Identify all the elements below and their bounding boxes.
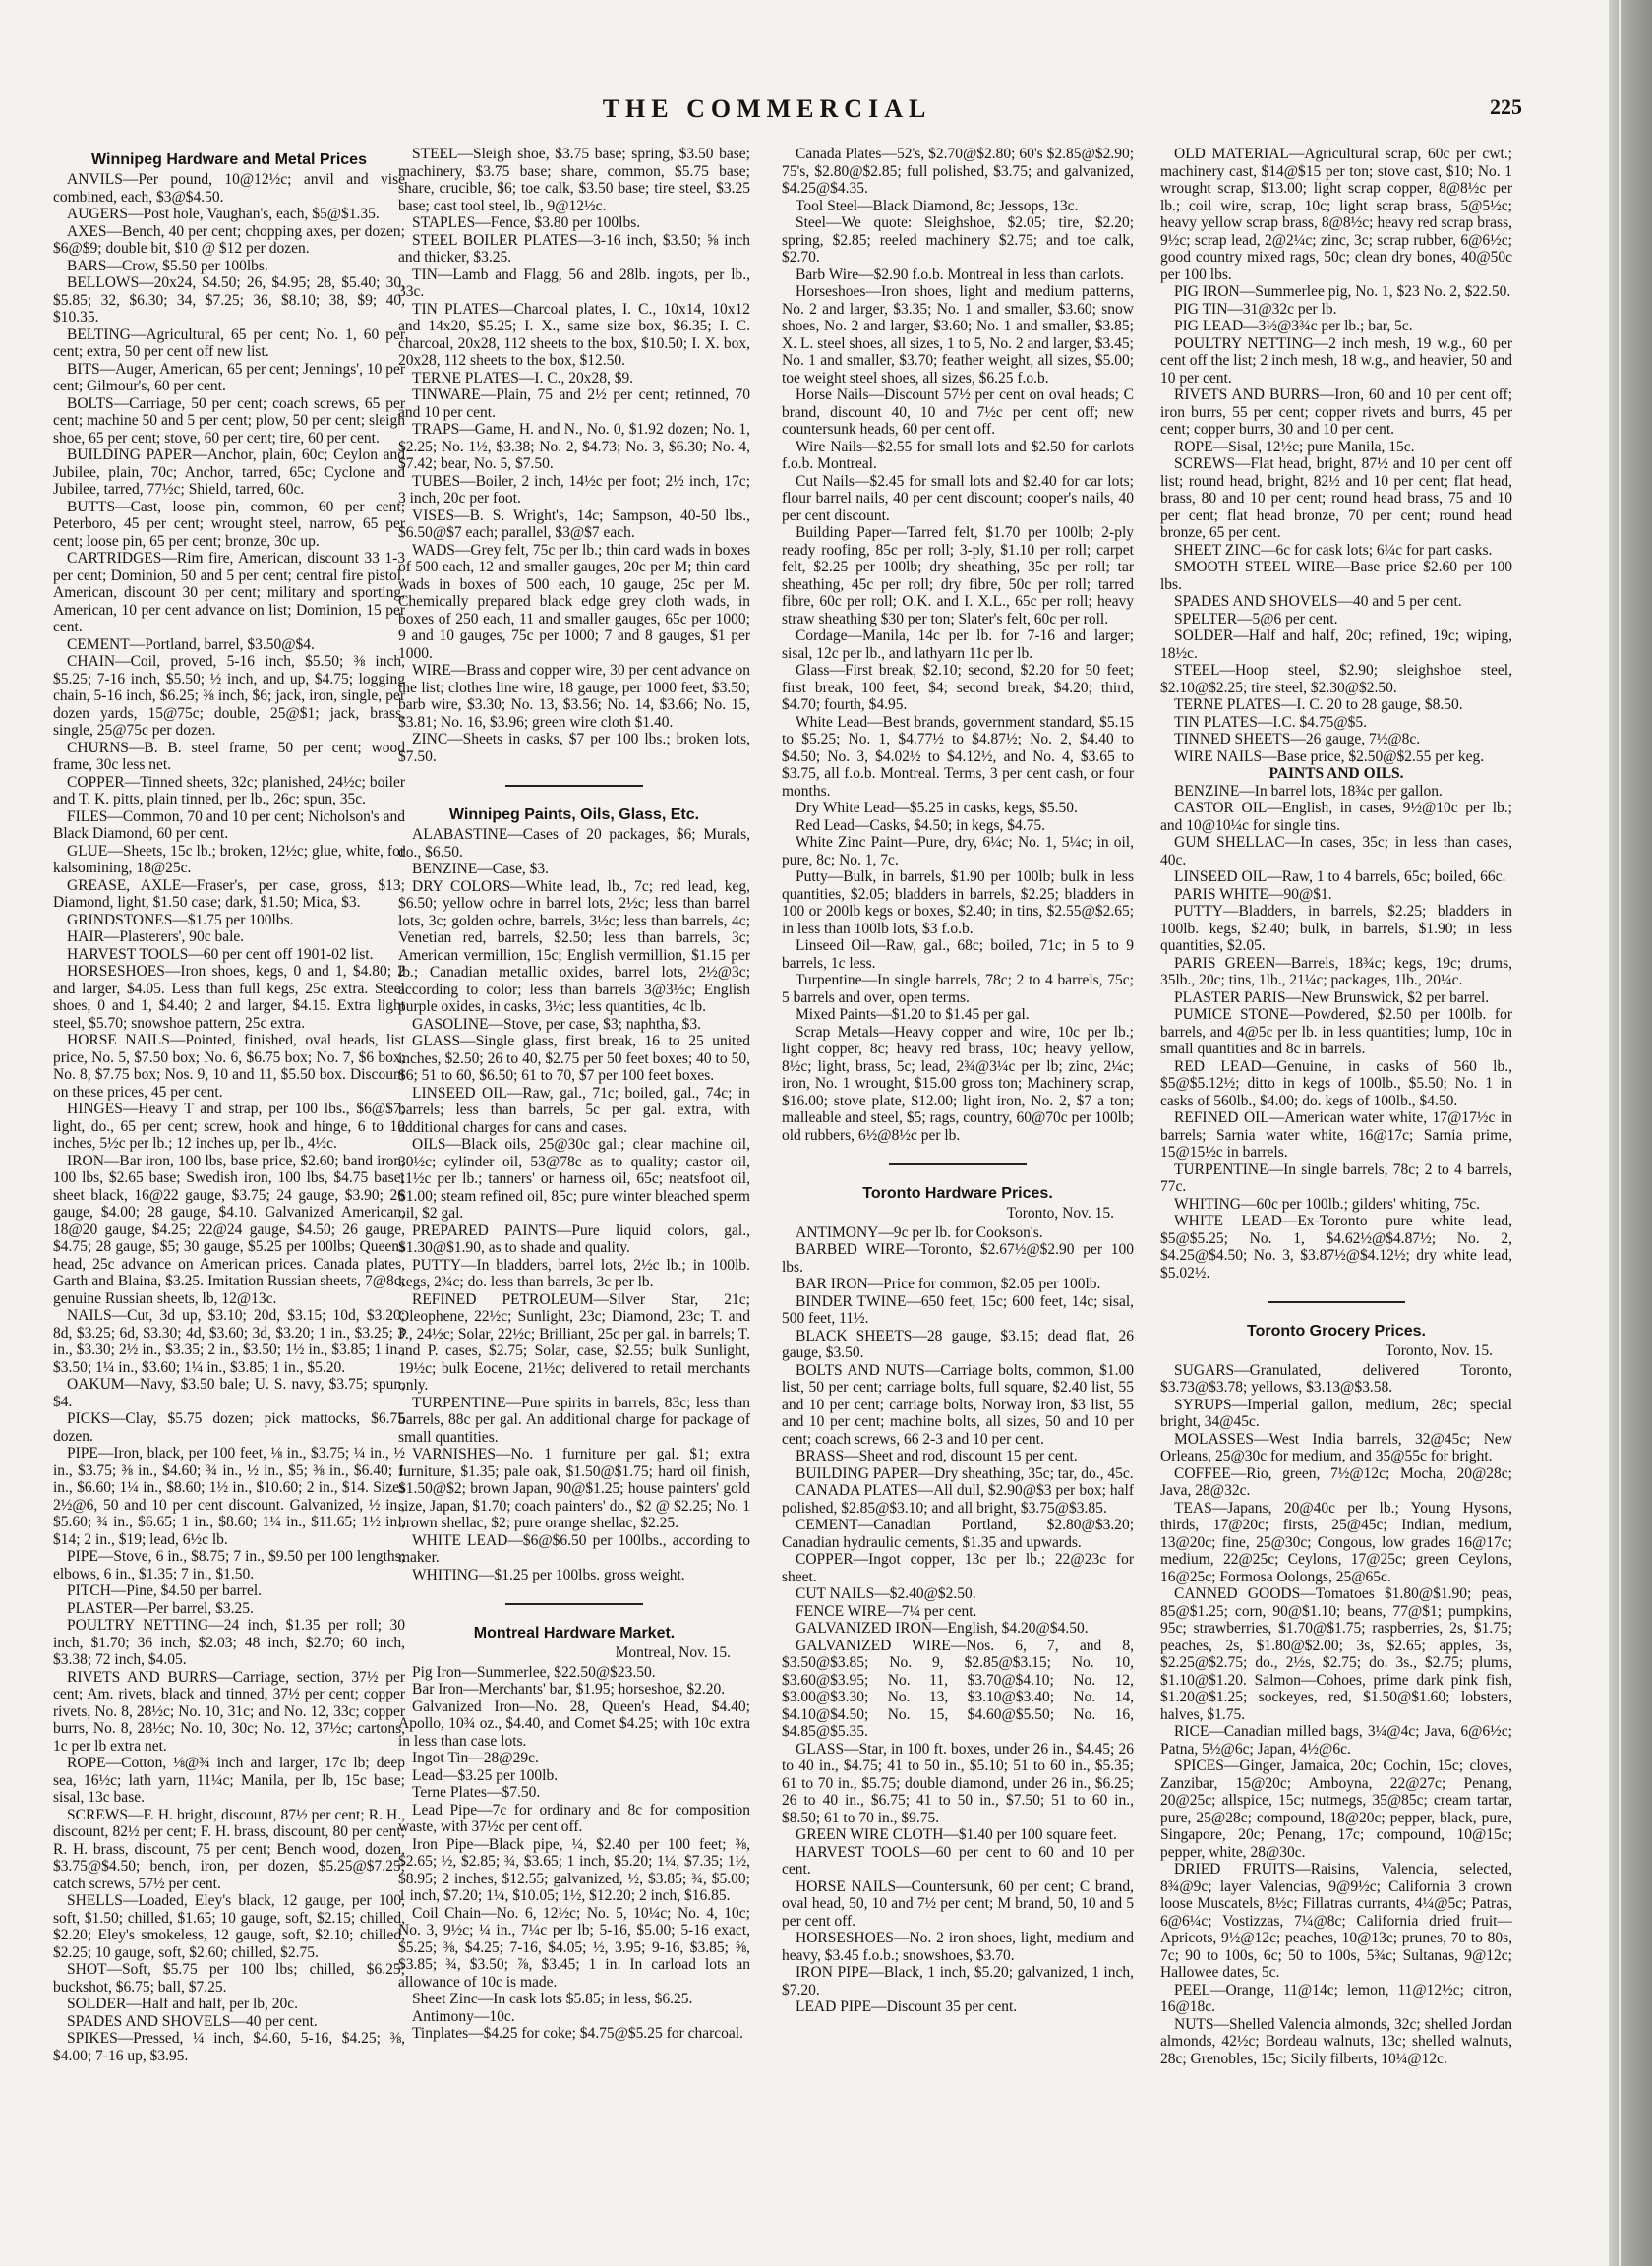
dateline: Toronto, Nov. 15. [1385,1342,1493,1360]
price-entry: Ingot Tin—28@29c. [412,1750,539,1767]
price-entry: BAR IRON—Price for common, $2.05 per 100lb. [796,1276,1101,1293]
section-divider [889,1163,1027,1165]
price-entry: Dry White Lead—$5.25 in casks, kegs, $5.50. [796,800,1078,816]
price-entry: LINSEED OIL—Raw, 1 to 4 barrels, 65c; boiled, 66c. [1174,868,1506,885]
price-entry: TURPENTINE—In single barrels, 78c; 2 to 4 barrels, 77c. [1160,1161,1512,1195]
price-entry: TERNE PLATES—I. C., 20x28, $9. [412,369,634,387]
toronto-hardware-list [782,1224,1134,2016]
price-entry: White Lead—Best brands, government standard, $5.15 to $5.25; No. 1, $4.77½ to $4.87½; No. 2, $4.40 to $4.50; No. 3, $4.02½ to $4.12½, and No. 4, $3.65 to $3.75, all f.o.b. Montreal. Terms, 3 per cent cash, or four months. [782,713,1134,800]
price-entry: BUTTS—Cast, loose pin, common, 60 per cent; Peterboro, 45 per cent; wrought steel, narrow, 65 per cent; loose pin, 65 per cent; bronze, 30c up. [53,498,405,550]
price-entry: SHOT—Soft, $5.75 per 100 lbs; chilled, $6.25; buckshot, $6.75; ball, $7.25. [53,1961,405,1996]
book-binding-edge [1609,0,1652,2266]
montreal-hardware-list [398,1664,750,2043]
price-entry: PICKS—Clay, $5.75 dozen; pick mattocks, $6.75 dozen. [53,1410,405,1445]
page-number: 225 [1490,94,1522,119]
winnipeg-hardware-list [53,171,405,2064]
price-entry: Mixed Paints—$1.20 to $1.45 per gal. [796,1006,1030,1023]
price-entry: Lead—$3.25 per 100lb. [412,1766,559,1784]
price-entry: WHITE LEAD—Ex-Toronto pure white lead, $5@$5.25; No. 1, $4.62½@$4.87½; No. 2, $4.25@$4.50; No. 3, $3.87½@$4.12½; dry white lead, $5.02½. [1160,1213,1512,1282]
price-entry: TIN PLATES—Charcoal plates, I. C., 10x14, 10x12 and 14x20, $5.25; I. X., same size box, $6.35; I. C. charcoal, 20x28, 112 sheets to the box, $10.50; I. X. box, 20x28, 112 sheets to the box, $12.50. [398,300,750,369]
price-entry: PLASTER PARIS—New Brunswick, $2 per barrel. [1174,988,1490,1006]
price-entry: Antimony—10c. [412,2007,515,2025]
price-entry: IRON—Bar iron, 100 lbs, base price, $2.60; band iron, 100 lbs, $2.65 base; Swedish iron, 100 lbs, $4.75 base; sheet black, 16@22 gauge, $3.75; 24 gauge, $3.90; 26 gauge, $4.00; 28 gauge, $4.10. Galvanized American, 18@20 gauge, $4.25; 22@24 gauge, $4.50; 26 gauge, $4.75; 28 gauge, $5; 30 gauge, $5.25 per 100lbs; Queens head, 25c advance on American prices. Canada plates, Garth and Blaina, $3.25. Imitation Russian sheets, 7@8c; genuine Russian sheets, lb, 12@13c. [53,1152,405,1307]
price-entry: Terne Plates—$7.50. [412,1784,541,1802]
price-entry: SPICES—Ginger, Jamaica, 20c; Cochin, 15c; cloves, Zanzibar, 15@20c; Amboyna, 22@27c; Penang, 20@25c; allspice, 15c; nutmegs, 35@85c; cream tartar, pure, 25@28c; compound, 18@20c; pepper, black, pure, Singapore, 20c; Penang, 17c; compound, 10@15c; pepper, white, 28@30c. [1160,1758,1512,1861]
price-entry: Tinplates—$4.25 for coke; $4.75@$5.25 for charcoal. [412,2025,743,2043]
price-entry: Linseed Oil—Raw, gal., 68c; boiled, 71c; in 5 to 9 barrels, 1c less. [782,937,1134,972]
price-entry: PIPE—Iron, black, per 100 feet, ⅛ in., $3.75; ¼ in., ½ in., $3.75; ⅜ in., $4.60; ¾ in., ½ in., $5; ⅜ in., $6.40; 1 in., $6.60; 1¼ in., $8.60; 1½ in., $10.60; 2 in., $14. Sizes 2½@6, 50 and 10 per cent discount. Galvanized, ½ in., $5.60; ¾ in., $6.65; 1 in., $8.60; 1¼ in., $11.65; 1½ in., $14; 2 in., $19; lead, 6½c lb. [53,1445,405,1548]
price-entry: TIN PLATES—I.C. $4.75@$5. [1174,713,1367,731]
subhead-paints-and-oils: PAINTS AND OILS. [1268,765,1404,782]
price-entry: PIG IRON—Summerlee pig, No. 1, $23 No. 2, $22.50. [1174,283,1511,300]
price-entry: DRY COLORS—White lead, lb., 7c; red lead, keg, $6.50; yellow ochre in barrel lots, 2½c; less than barrel lots, 3c; golden ochre, barrels, 3½c; less than barrels, 4c; Venetian red, barrels, $2.50; less than barrels, 3c; American vermillion, 15c; English vermillion, $1.15 per lb.; Canadian metallic oxides, barrel lots, 2½@3c; according to color; less than barrels 3@3½c; English purple oxides, in casks, 3½c; less quantities, 4c lb. [398,877,750,1016]
price-entry: AXES—Bench, 40 per cent; chopping axes, per dozen; $6@$9; double bit, $10 @ $12 per dozen. [53,222,405,258]
price-entry: CEMENT—Canadian Portland, $2.80@$3.20; Canadian hydraulic cements, $1.35 and upwards. [782,1517,1134,1551]
price-entry: GLASS—Star, in 100 ft. boxes, under 26 in., $4.45; 26 to 40 in., $4.75; 41 to 50 in., $5.10; 51 to 60 in., $5.35; 61 to 70 in., $5.75; double diamond, under 26 in., $6.25; 26 to 40 in., $6.75; 41 to 50 in., $7.50; 51 to 60 in., $8.50; 61 to 70 in., $9.75. [782,1740,1134,1826]
price-entry: RED LEAD—Genuine, in casks of 560 lb., $5@$5.12½; ditto in kegs of 100lb., $5.50; No. 1 in casks of 560lb., $4.00; do. kegs of 100lb., $4.50. [1160,1057,1512,1109]
price-entry: REFINED PETROLEUM—Silver Star, 21c; Oleophene, 22½c; Sunlight, 23c; Diamond, 23c; T. and P., 24½c; Solar, 22½c; Brilliant, 25c per gal. in barrels; T. and P. cases, $2.75; Solar, case, $2.55; bulk Sunlight, 19½c; bulk Eocene, 21½c; delivered to retail merchants only. [398,1290,750,1395]
section-title-montreal-hardware: Montreal Hardware Market. [473,1625,676,1642]
price-entry: WHITING—$1.25 per 100lbs. gross weight. [412,1566,685,1583]
price-entry: STEEL—Hoop steel, $2.90; sleighshoe steel, $2.10@$2.25; tire steel, $2.30@$2.50. [1160,662,1512,696]
price-entry: Wire Nails—$2.55 for small lots and $2.50 for carlots f.o.b. Montreal. [782,438,1134,472]
price-entry: STEEL BOILER PLATES—3-16 inch, $3.50; ⅝ inch and thicker, $3.25. [398,231,750,266]
price-entry: PUMICE STONE—Powdered, $2.50 per 100lb. for barrels, and 4@5c per lb. in less quantities; lump, 10c in small quantities and 8c in barrels. [1160,1006,1512,1057]
price-entry: GREASE, AXLE—Fraser's, per case, gross, $13; Diamond, light, $1.50 case; dark, $1.50; Mica, $3. [53,876,405,912]
price-entry: POULTRY NETTING—2 inch mesh, 19 w.g., 60 per cent off the list; 2 inch mesh, 18 w.g., and heavier, 50 and 10 per cent. [1160,334,1512,387]
price-entry: GREEN WIRE CLOTH—$1.40 per 100 square feet. [796,1826,1117,1844]
price-entry: HORSE NAILS—Pointed, finished, oval heads, list price, No. 5, $7.50 box; No. 6, $6.75 box; No. 7, $6 box; No. 8, $7.75 box; Nos. 9, 10 and 11, $5.50 box. Discount on these prices, 45 per cent. [53,1032,405,1101]
price-entry: PEEL—Orange, 11@14c; lemon, 11@12½c; citron, 16@18c. [1160,1981,1512,2016]
price-entry: GALVANIZED IRON—English, $4.20@$4.50. [796,1620,1089,1638]
price-entry: LINSEED OIL—Raw, gal., 71c; boiled, gal., 74c; in barrels; less than barrels, 5c per gal. extra, with additional charges for cans and cases. [398,1084,750,1136]
price-entry: GALVANIZED WIRE—Nos. 6, 7, and 8, $3.50@$3.85; No. 9, $2.85@$3.15; No. 10, $3.60@$3.95; No. 11, $3.70@$4.10; No. 12, $3.00@$3.30; No. 13, $3.10@$3.40; No. 14, $4.10@$4.50; No. 15, $4.60@$5.50; No. 16, $4.85@$5.35. [782,1637,1134,1741]
price-entry: WHITING—60c per 100lb.; gilders' whiting, 75c. [1174,1195,1481,1213]
price-entry: Coil Chain—No. 6, 12½c; No. 5, 10¼c; No. 4, 10c; No. 3, 9½c; ¼ in., 7¼c per lb; 5-16, $5.00; 5-16 exact, $5.25; ⅜, $4.25; 7-16, $4.05; ½, 3.95; 9-16, $3.85; ⅝, $3.85; ¾, $3.50; ⅞, $3.45; 1 in. In carload lots an allowance of 10c is made. [398,1904,750,1991]
price-entry: POULTRY NETTING—24 inch, $1.35 per roll; 30 inch, $1.70; 36 inch, $2.03; 48 inch, $2.70; 60 inch, $3.38; 72 inch, $4.05. [53,1617,405,1669]
price-entry: IRON PIPE—Black, 1 inch, $5.20; galvanized, 1 inch, $7.20. [782,1964,1134,1998]
price-entry: CANADA PLATES—All dull, $2.90@$3 per box; half polished, $2.85@$3.10; and all bright, $3.75@$3.85. [782,1482,1134,1517]
price-entry: RICE—Canadian milled bags, 3¼@4c; Java, 6@6½c; Patna, 5½@6c; Japan, 4½@6c. [1160,1723,1512,1758]
price-entry: GLASS—Single glass, first break, 16 to 25 united inches, $2.50; 26 to 40, $2.75 per 50 feet boxes; 40 to 50, $6; 51 to 60, $6.50; 61 to 70, $7 per 100 feet boxes. [398,1033,750,1085]
price-entry: AUGERS—Post hole, Vaughan's, each, $5@$1.35. [67,206,380,223]
price-entry: GASOLINE—Stove, per case, $3; naphtha, $3. [412,1015,702,1033]
price-entry: HAIR—Plasterers', 90c bale. [67,928,245,946]
price-entry: CHURNS—B. B. steel frame, 50 per cent; wood frame, 30c less net. [53,739,405,774]
price-entry: OILS—Black oils, 25@30c gal.; clear machine oil, 30½c; cylinder oil, 53@78c as to quality; castor oil, 11½c per lb.; tanners' or harness oil, 65c; neatsfoot oil, $1.00; steam refined oil, 85c; pure winter bleached sperm oil, $2 gal. [398,1136,750,1222]
price-entry: HINGES—Heavy T and strap, per 100 lbs., $6@$7; light, do., 65 per cent; screw, hook and hinge, 6 to 10 inches, 5½c per lb.; 12 inches up, per lb., 4½c. [53,1101,405,1153]
price-entry: SHELLS—Loaded, Eley's black, 12 gauge, per 100, soft, $1.50; chilled, $1.65; 10 gauge, soft, $2.15; chilled, $2.20; Eley's smokeless, 12 gauge, soft, $2.10; chilled, $2.25; 10 gauge, soft, $2.60; chilled, $2.75. [53,1892,405,1961]
section-title-winnipeg-paints: Winnipeg Paints, Oils, Glass, Etc. [448,806,700,823]
price-entry: STAPLES—Fence, $3.80 per 100lbs. [412,214,641,231]
price-entry: Tool Steel—Black Diamond, 8c; Jessops, 13c. [796,197,1079,214]
price-entry: BARBED WIRE—Toronto, $2.67½@$2.90 per 100 lbs. [782,1241,1134,1276]
price-entry: NUTS—Shelled Valencia almonds, 32c; shelled Jordan almonds, 42½c; Bordeau walnuts, 13c; shelled walnuts, 28c; Grenobles, 15c; Sicily filberts, 10¼@12c. [1160,2015,1512,2067]
price-entry: SPADES AND SHOVELS—40 and 5 per cent. [1174,593,1462,610]
price-entry: TEAS—Japans, 20@40c per lb.; Young Hysons, thirds, 17@20c; firsts, 25@45c; Indian, medium, 13@20c; fine, 25@30c; Congous, low grades 16@17c; medium, 22@25c; Ceylons, 17@25c; green Ceylons, 16@25c; Formosa Oolongs, 25@65c. [1160,1499,1512,1585]
price-entry: GRINDSTONES—$1.75 per 100lbs. [67,911,294,928]
price-entry: Scrap Metals—Heavy copper and wire, 10c per lb.; light copper, 8c; heavy red brass, 10c; heavy yellow, 8½c; light, brass, 5c; lead, 2¾@3¼c per lb; zinc, 2¼c; iron, No. 1 wrought, $15.00 gross ton; Machinery scrap, $16.00; stove plate, $12.00; light iron, No. 2, $7 a ton; malleable and steel, $5; rags, country, 60@70c per 100lb; old rubbers, 6½@8½c per lb. [782,1023,1134,1144]
price-entry: TINWARE—Plain, 75 and 2½ per cent; retinned, 70 and 10 per cent. [398,387,750,421]
price-entry: BUILDING PAPER—Anchor, plain, 60c; Ceylon and Jubilee, plain, 70c; Anchor, tarred, 65c; Cyclone and Jubilee, tarred, 77½c; Shield, tarred, 60c. [53,447,405,499]
price-entry: Lead Pipe—7c for ordinary and 8c for composition waste, with 37½c per cent off. [398,1801,750,1836]
montreal-hardware-continued [782,146,1134,1144]
price-entry: MOLASSES—West India barrels, 32@45c; New Orleans, 25@30c for medium, and 35@55c for bright. [1160,1430,1512,1465]
column-3 [782,146,1134,2256]
price-entry: Cut Nails—$2.45 for small lots and $2.40 for car lots; flour barrel nails, 40 per cent discount; cooper's nails, 40 per cent discount. [782,472,1134,524]
price-entry: BELLOWS—20x24, $4.50; 26, $4.95; 28, $5.40; 30, $5.85; 32, $6.30; 34, $7.25; 36, $8.10; 38, $9; 40, $10.35. [53,274,405,327]
price-entry: WIRE NAILS—Base price, $2.50@$2.55 per keg. [1174,747,1485,765]
price-entry: SCREWS—F. H. bright, discount, 87½ per cent; R. H., discount, 82½ per cent; F. H. brass, discount, 80 per cent; R. H. brass, discount, 75 per cent; Bench wood, dozen, $3.75@$4.50; bench, iron, per dozen, $5.25@$7.25; catch screws, 57½ per cent. [53,1806,405,1892]
price-entry: COPPER—Ingot copper, 13c per lb.; 22@23c for sheet. [782,1551,1134,1585]
price-entry: FILES—Common, 70 and 10 per cent; Nicholson's and Black Diamond, 60 per cent. [53,807,405,843]
dateline: Toronto, Nov. 15. [1006,1205,1114,1222]
price-entry: TUBES—Boiler, 2 inch, 14½c per foot; 2½ inch, 17c; 3 inch, 20c per foot. [398,472,750,507]
price-entry: SMOOTH STEEL WIRE—Base price $2.60 per 100 lbs. [1160,559,1512,593]
price-entry: ALABASTINE—Cases of 20 packages, $6; Murals, do., $6.50. [398,826,750,861]
dateline: Montreal, Nov. 15. [615,1644,731,1662]
winnipeg-paints-list [398,826,750,1583]
price-entry: REFINED OIL—American water white, 17@17½c in barrels; Sarnia water white, 16@17c; Sarnia prime, 15@15½c in barrels. [1160,1109,1512,1161]
price-entry: FENCE WIRE—7¼ per cent. [796,1602,977,1620]
column-1 [53,146,405,2256]
price-entry: CANNED GOODS—Tomatoes $1.80@$1.90; peas, 85@$1.25; corn, 90@$1.10; beans, 77@$1; pumpkins, 95c; strawberries, $1.70@$1.75; raspberries, 2s, $1.75; peaches, 2s, $1.80@$2.00; 3s, $2.65; apples, 3s, $2.25@$2.75; do., 2½s, $2.75; do. 3s., $2.75; plums, $1.10@$1.20. Salmon—Cohoes, prime dark pink fish, $1.20@$1.25; sockeyes, red, $1.50@$1.60; lobsters, halves, $1.75. [1160,1585,1512,1723]
price-entry: Galvanized Iron—No. 28, Queen's Head, $4.40; Apollo, 10¾ oz., $4.40, and Comet $4.25; with 10c extra in less than case lots. [398,1698,750,1750]
price-entry: HORSESHOES—No. 2 iron shoes, light, medium and heavy, $3.45 f.o.b.; snowshoes, $3.70. [782,1930,1134,1964]
price-entry: OLD MATERIAL—Agricultural scrap, 60c per cwt.; machinery cast, $14@$15 per ton; stove cast, $10; No. 1 wrought scrap, $13.00; light scrap copper, 8@8½c per lb.; coil wire, scrap, 10c; light scrap brass, 5@5½c; heavy yellow scrap brass, 8@8½c; heavy red scrap brass, 9½c; scrap lead, 2@2¼c; zinc, 3c; scrap rubber, 6@6½c; good country mixed rags, 50c; clean dry bones, 40@50c per 100 lbs. [1160,146,1512,283]
price-entry: PLASTER—Per barrel, $3.25. [67,1599,254,1617]
price-entry: DRIED FRUITS—Raisins, Valencia, selected, 8¾@9c; layer Valencias, 9@9½c; California 3 crown loose Muscatels, 8½c; Fillatras currants, 4¼@5c; Patras, 6@6¼c; Vostizzas, 7¼@8c; California dried fruit—Apricots, 9½@12c; peaches, 10@13c; prunes, 70 to 80s, 7c; 90 to 100s, 6c; 50 to 100s, 5¾c; Sultanas, 9@12c; Hallowee dates, 5c. [1160,1861,1512,1982]
price-entry: BINDER TWINE—650 feet, 15c; 600 feet, 14c; sisal, 500 feet, 11½. [782,1292,1134,1328]
price-entry: Turpentine—In single barrels, 78c; 2 to 4 barrels, 75c; 5 barrels and over, open terms. [782,972,1134,1006]
price-entry: COPPER—Tinned sheets, 32c; planished, 24½c; boiler and T. K. pitts, plain tinned, per lb., 26c; spun, 35c. [53,773,405,808]
price-entry: PARIS WHITE—90@$1. [1174,885,1332,903]
toronto-paints-list [1160,783,1512,1282]
price-entry: BOLTS AND NUTS—Carriage bolts, common, $1.00 list, 50 per cent; carriage bolts, full square, $2.40 list, 55 and 10 per cent; carriage bolts, Norway iron, $3 list, 55 and 10 per cent; machine bolts, all sizes, 50 and 10 per cent; coach screws, 66 2-3 and 10 per cent. [782,1361,1134,1448]
price-entry: PIPE—Stove, 6 in., $8.75; 7 in., $9.50 per 100 lengths; elbows, 6 in., $1.35; 7 in., $1.50. [53,1548,405,1582]
toronto-hardware-continued [1160,146,1512,765]
price-entry: Steel—We quote: Sleighshoe, $2.05; tire, $2.20; spring, $2.85; reeled machinery $2.75; and toe calk, $2.70. [782,214,1134,266]
price-entry: TINNED SHEETS—26 gauge, 7½@8c. [1174,731,1421,747]
price-entry: SUGARS—Granulated, delivered Toronto, $3.73@$3.78; yellows, $3.13@$3.58. [1160,1361,1512,1397]
price-entry: Red Lead—Casks, $4.50; in kegs, $4.75. [796,816,1046,834]
publication-title: THE COMMERCIAL [602,94,932,123]
price-entry: Building Paper—Tarred felt, $1.70 per 100lb; 2-ply ready roofing, 85c per roll; 3-ply, $1.10 per roll; carpet felt, $2.25 per 100lb; dry sheathing, 35c per roll; tar sheathing, 45c per roll; dry fibre, 50c per roll; tarred fibre, 60c per roll; O.K. and I. X.L., 65c per roll; heavy straw sheathing $30 per ton; Slater's felt, 60c per roll. [782,524,1134,627]
price-entry: CARTRIDGES—Rim fire, American, discount 33 1-3 per cent; Dominion, 50 and 5 per cent; central fire pistol, American, discount 30 per cent; military and sporting, American, 10 per cent advance on list; Dominion, 15 per cent. [53,550,405,636]
price-entry: SPADES AND SHOVELS—40 per cent. [67,2012,318,2030]
price-entry: CUT NAILS—$2.40@$2.50. [796,1585,976,1603]
column-4 [1160,146,1512,2256]
price-entry: VISES—B. S. Wright's, 14c; Sampson, 40-50 lbs., $6.50@$7 each; parallel, $3@$7 each. [398,507,750,541]
price-entry: HARVEST TOOLS—60 per cent off 1901-02 list. [67,945,374,963]
price-entry: GUM SHELLAC—In cases, 35c; in less than cases, 40c. [1160,834,1512,868]
price-entry: SHEET ZINC—6c for cask lots; 6¼c for part casks. [1174,541,1493,559]
price-entry: NAILS—Cut, 3d up, $3.10; 20d, $3.15; 10d, $3.20; 8d, $3.25; 6d, $3.30; 4d, $3.60; 3d, $3.20; 1 in., $3.25; 3 in., $3.30; 2½ in., $3.35; 2 in., $3.50; 1½ in., $3.85; 1 in., $3.50; 1¼ in., $3.60; 1¼ in., $3.85; 1 in., $5.20. [53,1307,405,1376]
price-entry: BARS—Crow, $5.50 per 100lbs. [67,257,268,274]
price-entry: Canada Plates—52's, $2.70@$2.80; 60's $2.85@$2.90; 75's, $2.80@$2.85; full polished, $3.75; and galvanized, $4.25@$4.35. [782,146,1134,197]
price-entry: Pig Iron—Summerlee, $22.50@$23.50. [412,1663,656,1681]
price-entry: CASTOR OIL—English, in cases, 9½@10c per lb.; and 10@10¼c for single tins. [1160,800,1512,834]
price-entry: ROPE—Cotton, ⅛@¾ inch and larger, 17c lb; deep sea, 16½c; lath yarn, 11¼c; Manila, per lb, 15c base; sisal, 13c base. [53,1755,405,1807]
price-entry: ROPE—Sisal, 12½c; pure Manila, 15c. [1174,438,1415,455]
price-entry: BLACK SHEETS—28 gauge, $3.15; dead flat, 26 gauge, $3.50. [782,1327,1134,1362]
price-entry: PREPARED PAINTS—Pure liquid colors, gal., $1.30@$1.90, as to shade and quality. [398,1222,750,1257]
price-entry: VARNISHES—No. 1 furniture per gal. $1; extra furniture, $1.35; pale oak, $1.50@$1.75; hard oil finish, $1.50@$2; brown Japan, 90@$1.25; house painters' gold size, Japan, $1.70; coach painters' do., $2 @ $2.25; No. 1 brown shellac, $2; pure orange shellac, $2.25. [398,1446,750,1532]
section-title-toronto-hardware: Toronto Hardware Prices. [862,1185,1053,1202]
price-entry: RIVETS AND BURRS—Carriage, section, 37½ per cent; Am. rivets, black and tinned, 37½ per cent; copper rivets, No. 8, 28½c; No. 10, 31c; and No. 12, 33c; copper burrs, No. 8, 28½c; No. 10, 30c; No. 12, 37½c; cartons, 1c per lb extra net. [53,1668,405,1755]
price-entry: RIVETS AND BURRS—Iron, 60 and 10 per cent off; iron burrs, 55 per cent; copper rivets and burrs, 45 per cent; copper burrs, 30 and 10 per cent. [1160,387,1512,438]
price-entry: STEEL—Sleigh shoe, $3.75 base; spring, $3.50 base; machinery, $3.75 base; share, common, $5.75 base; share, crucible, $6; toe calk, $3.50 base; tire steel, $3.25 base; cast tool steel, lb., 9@12½c. [398,146,750,214]
price-entry: Cordage—Manila, 14c per lb. for 7-16 and larger; sisal, 12c per lb., and lathyarn 11c per lb. [782,627,1134,662]
price-entry: PIG TIN—31@32c per lb. [1174,300,1337,318]
price-entry: White Zinc Paint—Pure, dry, 6¼c; No. 1, 5¼c; in oil, pure, 8c; No. 1, 7c. [782,834,1134,868]
price-entry: Sheet Zinc—In cask lots $5.85; in less, $6.25. [412,1991,693,2008]
price-entry: PUTTY—Bladders, in barrels, $2.25; bladders in 100lb. kegs, $2.40; bulk, in barrels, $1.90; in less quantities, $2.05. [1160,903,1512,954]
price-entry: HARVEST TOOLS—60 per cent to 60 and 10 per cent. [782,1843,1134,1878]
price-entry: BOLTS—Carriage, 50 per cent; coach screws, 65 per cent; machine 50 and 5 per cent; plow, 50 per cent; sleigh shoe, 65 per cent; stove, 60 per cent; tire, 60 per cent. [53,394,405,447]
price-entry: Barb Wire—$2.90 f.o.b. Montreal in less than carlots. [796,266,1124,283]
price-entry: ANTIMONY—9c per lb. for Cookson's. [796,1223,1043,1241]
price-entry: Horse Nails—Discount 57½ per cent on oval heads; C brand, discount 40, 10 and 7½c per cent off; new countersunk heads, 60 per cent off. [782,387,1134,438]
price-entry: PITCH—Pine, $4.50 per barrel. [67,1582,263,1600]
price-entry: TERNE PLATES—I. C. 20 to 28 gauge, $8.50. [1174,696,1463,713]
toronto-grocery-list [1160,1362,1512,2068]
price-entry: BELTING—Agricultural, 65 per cent; No. 1, 60 per cent; extra, 50 per cent off new list. [53,326,405,361]
price-entry: PIG LEAD—3½@3¾c per lb.; bar, 5c. [1174,318,1413,334]
price-entry: SPIKES—Pressed, ¼ inch, $4.60, 5-16, $4.25; ⅜, $4.00; 7-16 up, $3.95. [53,2030,405,2064]
section-title-winnipeg-hardware: Winnipeg Hardware and Metal Prices [91,151,367,168]
price-entry: PARIS GREEN—Barrels, 18¾c; kegs, 19c; drums, 35lb., 20c; tins, 1lb., 21¼c; packages, 1lb., 20¼c. [1160,954,1512,988]
price-entry: SPELTER—5@6 per cent. [1174,610,1338,627]
price-entry: WIRE—Brass and copper wire, 30 per cent advance on the list; clothes line wire, 18 gauge, per 1000 feet, $3.50; barb wire, $3.30; No. 13, $3.56; No. 14, $3.66; No. 15, $3.81; No. 16, $3.96; green wire cloth $1.40. [398,662,750,731]
price-entry: ANVILS—Per pound, 10@12½c; anvil and vise combined, each, $3@$4.50. [53,171,405,206]
price-entry: Bar Iron—Merchants' bar, $1.95; horseshoe, $2.20. [412,1681,726,1699]
price-entry: HORSESHOES—Iron shoes, kegs, 0 and 1, $4.80; 2 and larger, $4.05. Less than full kegs, 25c extra. Steel shoes, 0 and 1, $4.40; 2 and larger, $4.15. Extra light steel, $5.70; snowshoe pattern, 25c extra. [53,963,405,1032]
price-entry: PUTTY—In bladders, barrel lots, 2½c lb.; in 100lb. kegs, 2¾c; do. less than barrels, 3c per lb. [398,1256,750,1291]
section-divider [505,1603,643,1605]
section-divider [1268,1301,1405,1303]
price-entry: ZINC—Sheets in casks, $7 per 100 lbs.; broken lots, $7.50. [398,731,750,765]
price-entry: Horseshoes—Iron shoes, light and medium patterns, No. 2 and larger, $3.35; No. 1 and smaller, $3.60; snow shoes, No. 2 and larger, $3.60; No. 1 and smaller, $3.85; X. L. steel shoes, all sizes, 1 to 5, No. 2 and larger, $3.45; No. 1 and smaller, $3.70; feather weight, all sizes, $5.00; toe weight steel shoes, all sizes, $6.25 f.o.b. [782,283,1134,387]
price-entry: Glass—First break, $2.10; second, $2.20 for 50 feet; first break, 100 feet, $4; second break, $4.20; third, $4.70; fourth, $4.95. [782,662,1134,713]
price-entry: SYRUPS—Imperial gallon, medium, 28c; special bright, 34@45c. [1160,1396,1512,1431]
price-entry: Iron Pipe—Black pipe, ¼, $2.40 per 100 feet; ⅜, $2.65; ½, $2.85; ¾, $3.65; 1 inch, $5.20; 1¼, $7.35; 1½, $8.95; 2 inches, $12.55; galvanized, ½, $3.85; ¾, $5.00; 1 inch, $7.20; 1¼, $10.05; 1½, $12.20; 2 inch, $16.85. [398,1835,750,1905]
price-entry: GLUE—Sheets, 15c lb.; broken, 12½c; glue, white, for kalsomining, 18@25c. [53,842,405,877]
section-title-toronto-grocery: Toronto Grocery Prices. [1247,1323,1426,1340]
price-entry: SCREWS—Flat head, bright, 87½ and 10 per cent off list; round head, bright, 82½ and 10 per cent; flat head, brass, 80 and 10 per cent; round head brass, 75 and 10 per cent; flat head bronze, 70 per cent; round head bronze, 65 per cent. [1160,455,1512,541]
column-2 [398,146,750,2256]
price-entry: TRAPS—Game, H. and N., No. 0, $1.92 dozen; No. 1, $2.25; No. 1½, $3.38; No. 2, $4.73; No. 3, $6.30; No. 4, $7.42; bear, No. 5, $7.50. [398,421,750,472]
price-entry: BRASS—Sheet and rod, discount 15 per cent. [796,1448,1078,1465]
price-entry: BENZINE—In barrel lots, 18¾c per gallon. [1174,782,1443,800]
price-entry: WADS—Grey felt, 75c per lb.; thin card wads in boxes of 500 each, 12 and smaller gauges, 20c per M; thin card wads in boxes of 500 each, 10 gauge, 25c per M. Chemically prepared black edge grey cloth wads, in boxes of 250 each, 11 and smaller gauges, 65c per 1000; 9 and 10 gauges, 75c per 1000; 7 and 8 gauges, $1 per 1000. [398,541,750,662]
price-entry: CEMENT—Portland, barrel, $3.50@$4. [67,635,315,653]
price-entry: OAKUM—Navy, $3.50 bale; U. S. navy, $3.75; spun, $4. [53,1376,405,1410]
price-entry: Putty—Bulk, in barrels, $1.90 per 100lb; bulk in less quantities, $2.05; bladders in barrels, $2.25; bladders in 100 or 200lb kegs or boxes, $2.40; in tins, $2.55@$2.65; in less than 100lb lots, $3 f.o.b. [782,868,1134,937]
price-entry: WHITE LEAD—$6@$6.50 per 100lbs., according to maker. [398,1531,750,1567]
price-entry: SOLDER—Half and half, per lb, 20c. [67,1996,299,2013]
price-entry: BITS—Auger, American, 65 per cent; Jennings', 10 per cent; Gilmour's, 60 per cent. [53,360,405,395]
price-entry: TURPENTINE—Pure spirits in barrels, 83c; less than barrels, 88c per gal. An additional charge for package of small quantities. [398,1394,750,1446]
price-entry: CHAIN—Coil, proved, 5-16 inch, $5.50; ⅜ inch, $5.25; 7-16 inch, $5.50; ½ inch, and up, $4.75; logging chain, 5-16 inch, $6.25; ⅜ inch, $6; jack, iron, single, per dozen yards, 15@75c; double, 25@$1; jack, brass, single, 25@75c per dozen. [53,653,405,740]
price-entry: BENZINE—Case, $3. [412,861,550,878]
price-entry: SOLDER—Half and half, 20c; refined, 19c; wiping, 18½c. [1160,627,1512,662]
price-entry: BUILDING PAPER—Dry sheathing, 35c; tar, do., 45c. [796,1464,1134,1482]
section-divider [505,785,643,787]
price-entry: HORSE NAILS—Countersunk, 60 per cent; C brand, oval head, 50, 10 and 7½ per cent; M brand, 50, 10 and 5 per cent off. [782,1878,1134,1930]
price-entry: COFFEE—Rio, green, 7½@12c; Mocha, 20@28c; Java, 28@32c. [1160,1464,1512,1500]
page-header [0,94,1534,134]
winnipeg-hardware-continued [398,146,750,765]
price-entry: LEAD PIPE—Discount 35 per cent. [796,1998,1018,2016]
price-entry: TIN—Lamb and Flagg, 56 and 28lb. ingots, per lb., 33c. [398,266,750,300]
